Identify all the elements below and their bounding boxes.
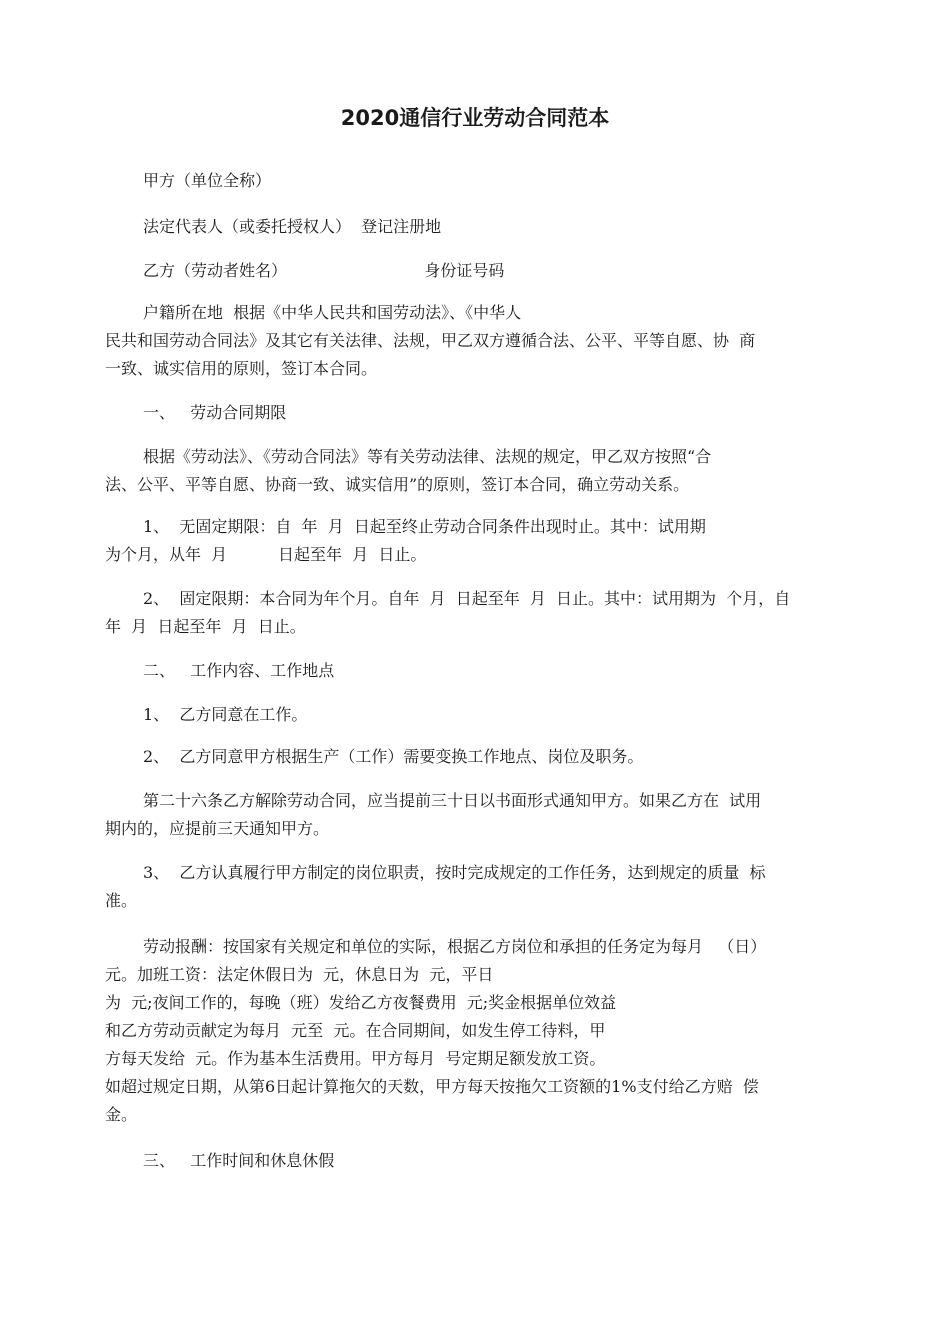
pay-line-7: 金。 [105, 1105, 138, 1124]
section-2-heading: 二、 工作内容、工作地点 [143, 661, 335, 680]
section-1-para-line-1: 根据《劳动法》、《劳动合同法》等有关劳动法律、法规的规定，甲乙双方按照“合 [143, 447, 712, 466]
clause-2-line-1: 2、 固定限期：本合同为年个月。自年 月 日起至年 月 日止。其中：试用期为 个月，自 [143, 589, 791, 608]
section-3-heading: 三、 工作时间和休息休假 [143, 1151, 335, 1170]
section-2-item-1: 1、 乙方同意在工作。 [143, 705, 308, 724]
section-2-item-3-line-2: 准。 [105, 891, 138, 910]
clause-1-line-2: 为个月，从年 月 日起至年 月 日止。 [105, 545, 427, 564]
section-1-para-line-2: 法、公平、平等自愿、协商一致、诚实信用”的原则，签订本合同，确立劳动关系。 [105, 475, 690, 494]
preamble-line-2: 民共和国劳动合同法》及其它有关法律、法规，甲乙双方遵循合法、公平、平等自愿、协 商 [105, 331, 756, 350]
document-title: 2020通信行业劳动合同范本 [340, 106, 610, 130]
pay-line-2: 元。加班工资：法定休假日为 元，休息日为 元，平日 [105, 965, 494, 984]
pay-line-3: 为 元;夜间工作的，每晚（班）发给乙方夜餐费用 元;奖金根据单位效益 [105, 993, 617, 1012]
clause-1-line-1: 1、 无固定期限：自 年 月 日起至终止劳动合同条件出现时止。其中：试用期 [143, 517, 706, 536]
party-b-line: 乙方（劳动者姓名） 身份证号码 [143, 261, 505, 280]
preamble-line-3: 一致、诚实信用的原则，签订本合同。 [105, 359, 378, 378]
section-2-item-2: 2、 乙方同意甲方根据生产（工作）需要变换工作地点、岗位及职务。 [143, 747, 644, 766]
pay-line-1: 劳动报酬：按国家有关规定和单位的实际，根据乙方岗位和承担的任务定为每月 （日） [143, 937, 767, 956]
section-2-item-3-line-1: 3、 乙方认真履行甲方制定的岗位职责，按时完成规定的工作任务，达到规定的质量 标 [143, 863, 766, 882]
article-26-line-2: 期内的，应提前三天通知甲方。 [105, 819, 330, 838]
preamble-line-1: 户籍所在地 根据《中华人民共和国劳动法》、《中华人 [143, 303, 522, 322]
article-26-line-1: 第二十六条乙方解除劳动合同，应当提前三十日以书面形式通知甲方。如果乙方在 试用 [143, 791, 762, 810]
legal-rep-line: 法定代表人（或委托授权人） 登记注册地 [143, 217, 442, 236]
clause-2-line-2: 年 月 日起至年 月 日止。 [105, 617, 306, 636]
section-1-heading: 一、 劳动合同期限 [143, 403, 287, 422]
pay-line-5: 方每天发给 元。作为基本生活费用。甲方每月 号定期足额发放工资。 [105, 1049, 606, 1068]
pay-line-4: 和乙方劳动贡献定为每月 元至 元。在合同期间，如发生停工待料，甲 [105, 1021, 606, 1040]
pay-line-6: 如超过规定日期，从第6日起计算拖欠的天数，甲方每天按拖欠工资额的1%支付给乙方赔 偿 [105, 1077, 759, 1096]
party-a-line: 甲方（单位全称） [143, 171, 272, 190]
